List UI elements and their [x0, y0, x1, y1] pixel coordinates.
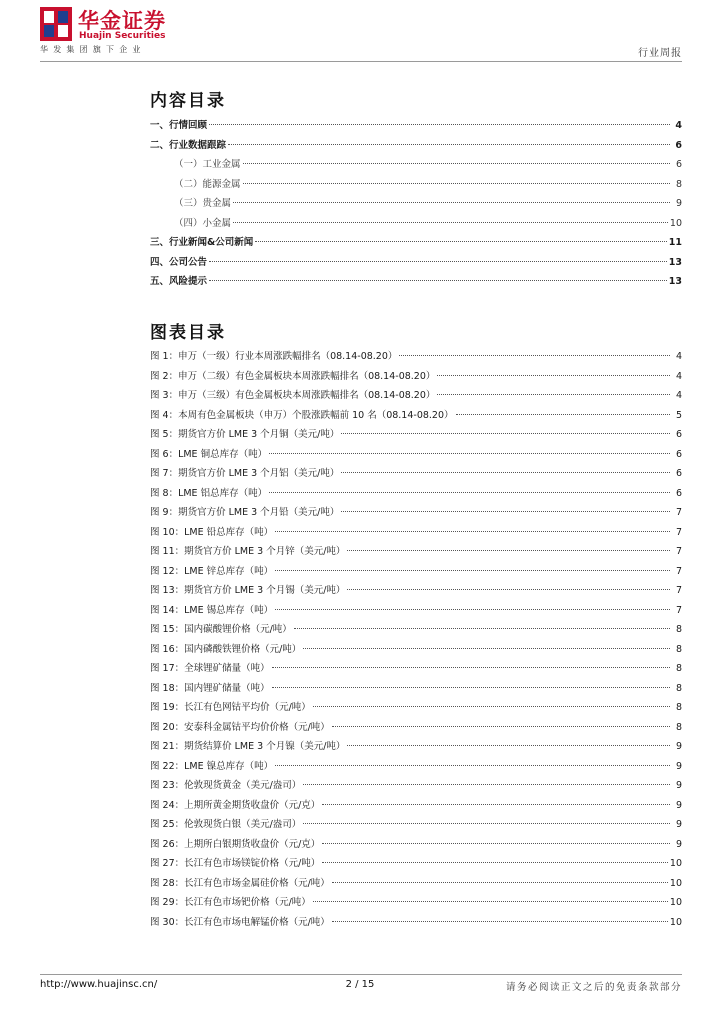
dot-leader — [322, 804, 670, 805]
figure-entry-label: 图 1：申万（一级）行业本周涨跌幅排名（08.14-08.20） — [150, 351, 398, 362]
figure-entry-page-number: 8 — [675, 663, 682, 674]
figure-entry-label: 图 25：伦敦现货白银（美元/盎司） — [150, 819, 302, 830]
figure-entry-label: 图 22：LME 镍总库存（吨） — [150, 760, 274, 772]
figure-entry[interactable] — [150, 738, 682, 758]
figure-entry-page-number: 4 — [675, 370, 682, 382]
figure-entry-page-number: 5 — [675, 409, 682, 421]
figure-entry[interactable] — [150, 582, 682, 602]
figure-entry-label: 图 5：期货官方价 LME 3 个月铜（美元/吨） — [150, 429, 340, 440]
figure-entry[interactable] — [150, 621, 682, 641]
dot-leader — [269, 492, 670, 493]
figure-entry[interactable] — [150, 816, 682, 836]
figure-entry-label: 图 23：伦敦现货黄金（美元/盎司） — [150, 780, 302, 791]
dot-leader — [243, 163, 670, 164]
figure-entry-label: 图 13：期货官方价 LME 3 个月锡（美元/吨） — [150, 585, 346, 596]
dot-leader — [243, 183, 670, 184]
dot-leader — [272, 667, 670, 668]
logo-chinese-name: 华金证券 — [78, 9, 166, 33]
figure-entry-page-number: 8 — [675, 721, 682, 733]
huajin-logo-icon — [40, 7, 72, 41]
figure-entry-page-number: 7 — [675, 507, 682, 518]
figure-entry-label: 图 28：长江有色市场金属硅价格（元/吨） — [150, 877, 330, 889]
figure-entry-label: 图 29：长江有色市场钯价格（元/吨） — [150, 897, 311, 908]
figure-entry[interactable] — [150, 465, 682, 485]
figure-entry-label: 图 12：LME 锌总库存（吨） — [150, 565, 274, 577]
toc-entry[interactable] — [150, 137, 682, 157]
toc-entry-page-number: 6 — [675, 159, 682, 170]
dot-leader — [303, 648, 670, 649]
figure-entry-page-number: 8 — [675, 702, 682, 713]
toc-entry-page-number: 6 — [675, 139, 682, 151]
footer-divider — [40, 974, 682, 975]
report-type-label: 行业周报 — [638, 48, 682, 59]
toc-title: 内容目录 — [150, 91, 226, 111]
toc-entry-page-number: 13 — [668, 276, 682, 287]
toc-entry-page-number: 11 — [668, 237, 682, 248]
toc-entry[interactable] — [150, 234, 682, 254]
header-divider — [40, 61, 682, 62]
toc-entry[interactable] — [150, 254, 682, 274]
figure-entry-label: 图 24：上期所黄金期货收盘价（元/克） — [150, 799, 321, 811]
figure-entry-page-number: 8 — [675, 682, 682, 694]
toc-entry-label: （一）工业金属 — [174, 159, 241, 170]
dot-leader — [255, 241, 666, 242]
figure-list-title: 图表目录 — [150, 323, 226, 343]
toc-entry-label: 二、行业数据跟踪 — [150, 139, 227, 151]
toc-entry-label: 五、风险提示 — [150, 276, 208, 287]
figure-entry-label: 图 14：LME 锡总库存（吨） — [150, 604, 274, 616]
toc-entry-label: （四）小金属 — [174, 217, 232, 229]
toc-entry[interactable] — [150, 273, 682, 293]
footer-disclaimer: 请务必阅读正文之后的免责条款部分 — [505, 982, 682, 993]
figure-list — [150, 348, 682, 933]
figure-entry[interactable] — [150, 641, 682, 661]
dot-leader — [341, 472, 670, 473]
dot-leader — [233, 222, 668, 223]
figure-entry[interactable] — [150, 777, 682, 797]
dot-leader — [294, 628, 670, 629]
page-number: 2 / 15 — [345, 979, 375, 990]
footer-website-link[interactable]: http://www.huajinsc.cn/ — [40, 979, 158, 990]
toc-entry[interactable] — [150, 195, 682, 215]
dot-leader — [341, 433, 670, 434]
figure-entry[interactable] — [150, 758, 682, 778]
figure-entry-label: 图 26：上期所白银期货收盘价（元/克） — [150, 838, 321, 850]
figure-entry-page-number: 7 — [675, 565, 682, 577]
figure-entry[interactable] — [150, 387, 682, 407]
figure-entry-label: 图 4：本周有色金属板块（申万）个股涨跌幅前 10 名（08.14-08.20） — [150, 409, 454, 421]
dot-leader — [275, 765, 670, 766]
dot-leader — [341, 511, 670, 512]
dot-leader — [456, 414, 670, 415]
figure-entry[interactable] — [150, 563, 682, 583]
figure-entry-page-number: 6 — [675, 487, 682, 499]
figure-entry-label: 图 8：LME 铝总库存（吨） — [150, 487, 268, 499]
figure-entry-page-number: 9 — [675, 741, 682, 752]
figure-entry[interactable] — [150, 875, 682, 895]
company-logo — [40, 7, 170, 43]
figure-entry-page-number: 10 — [669, 916, 682, 928]
dot-leader — [347, 589, 670, 590]
toc-entry[interactable] — [150, 176, 682, 196]
figure-entry-page-number: 10 — [669, 858, 682, 869]
dot-leader — [347, 745, 670, 746]
dot-leader — [322, 843, 670, 844]
figure-entry-page-number: 9 — [675, 760, 682, 772]
figure-entry-label: 图 3：申万（三级）有色金属板块本周涨跌幅排名（08.14-08.20） — [150, 390, 436, 401]
dot-leader — [209, 124, 670, 125]
dot-leader — [275, 570, 670, 571]
figure-entry-page-number: 10 — [669, 897, 682, 908]
toc-entry-page-number: 13 — [668, 256, 682, 268]
figure-entry-label: 图 19：长江有色网钴平均价（元/吨） — [150, 702, 311, 713]
figure-entry-label: 图 30：长江有色市场电解锰价格（元/吨） — [150, 916, 330, 928]
toc-list — [150, 117, 682, 293]
dot-leader — [347, 550, 670, 551]
figure-entry[interactable] — [150, 699, 682, 719]
figure-entry-label: 图 21：期货结算价 LME 3 个月镍（美元/吨） — [150, 741, 346, 752]
dot-leader — [313, 706, 670, 707]
toc-entry-page-number: 4 — [675, 120, 682, 131]
dot-leader — [437, 375, 670, 376]
logo-english-name: Huajin Securities — [79, 31, 166, 41]
figure-entry-page-number: 7 — [675, 526, 682, 538]
toc-entry-label: （二）能源金属 — [174, 178, 241, 190]
page-header — [0, 0, 724, 70]
figure-entry[interactable] — [150, 914, 682, 934]
toc-entry-page-number: 8 — [675, 178, 682, 190]
figure-entry-page-number: 7 — [675, 546, 682, 557]
figure-entry-label: 图 2：申万（二级）有色金属板块本周涨跌幅排名（08.14-08.20） — [150, 370, 436, 382]
figure-entry-page-number: 6 — [675, 468, 682, 479]
dot-leader — [332, 726, 670, 727]
dot-leader — [303, 784, 670, 785]
figure-entry[interactable] — [150, 894, 682, 914]
toc-entry[interactable] — [150, 156, 682, 176]
toc-entry-label: 一、行情回顾 — [150, 120, 208, 131]
figure-entry[interactable] — [150, 524, 682, 544]
toc-entry-page-number: 10 — [669, 217, 682, 229]
figure-entry-label: 图 9：期货官方价 LME 3 个月铅（美元/吨） — [150, 507, 340, 518]
figure-entry-label: 图 10：LME 铅总库存（吨） — [150, 526, 274, 538]
figure-entry-page-number: 6 — [675, 448, 682, 460]
dot-leader — [399, 355, 670, 356]
dot-leader — [313, 901, 668, 902]
figure-entry[interactable] — [150, 797, 682, 817]
figure-entry[interactable] — [150, 543, 682, 563]
figure-entry-label: 图 17：全球锂矿储量（吨） — [150, 663, 270, 674]
figure-entry-page-number: 9 — [675, 819, 682, 830]
figure-entry[interactable] — [150, 602, 682, 622]
figure-entry[interactable] — [150, 855, 682, 875]
figure-entry-page-number: 4 — [675, 351, 682, 362]
toc-entry[interactable] — [150, 117, 682, 137]
figure-entry-label: 图 15：国内碳酸锂价格（元/吨） — [150, 624, 292, 635]
figure-entry[interactable] — [150, 719, 682, 739]
toc-entry-label: （三）贵金属 — [174, 198, 232, 209]
figure-entry-page-number: 9 — [675, 799, 682, 811]
dot-leader — [269, 453, 670, 454]
figure-entry-page-number: 9 — [675, 780, 682, 791]
figure-entry-label: 图 18：国内锂矿储量（吨） — [150, 682, 270, 694]
figure-entry[interactable] — [150, 348, 682, 368]
figure-entry-page-number: 4 — [675, 390, 682, 401]
figure-entry-page-number: 7 — [675, 585, 682, 596]
figure-entry-label: 图 20：安泰科金属钴平均价价格（元/吨） — [150, 721, 330, 733]
figure-entry[interactable] — [150, 368, 682, 388]
dot-leader — [303, 823, 670, 824]
figure-entry[interactable] — [150, 446, 682, 466]
toc-entry-page-number: 9 — [675, 198, 682, 209]
figure-entry-page-number: 8 — [675, 624, 682, 635]
figure-entry-label: 图 6：LME 铜总库存（吨） — [150, 448, 268, 460]
dot-leader — [275, 531, 670, 532]
figure-entry-page-number: 8 — [675, 643, 682, 655]
figure-entry-label: 图 16：国内磷酸铁锂价格（元/吨） — [150, 643, 302, 655]
figure-entry[interactable] — [150, 680, 682, 700]
figure-entry[interactable] — [150, 504, 682, 524]
dot-leader — [209, 280, 667, 281]
dot-leader — [332, 882, 668, 883]
dot-leader — [437, 394, 670, 395]
toc-entry-label: 四、公司公告 — [150, 256, 208, 268]
figure-entry-label: 图 11：期货官方价 LME 3 个月锌（美元/吨） — [150, 546, 346, 557]
figure-entry[interactable] — [150, 485, 682, 505]
figure-entry-label: 图 7：期货官方价 LME 3 个月铝（美元/吨） — [150, 468, 340, 479]
dot-leader — [322, 862, 668, 863]
dot-leader — [228, 144, 670, 145]
figure-entry-page-number: 7 — [675, 604, 682, 616]
figure-entry[interactable] — [150, 426, 682, 446]
toc-entry[interactable] — [150, 215, 682, 235]
dot-leader — [332, 921, 668, 922]
figure-entry[interactable] — [150, 407, 682, 427]
figure-entry-page-number: 9 — [675, 838, 682, 850]
figure-entry-page-number: 10 — [669, 877, 682, 889]
figure-entry-label: 图 27：长江有色市场镁锭价格（元/吨） — [150, 858, 321, 869]
dot-leader — [209, 261, 667, 262]
dot-leader — [272, 687, 670, 688]
figure-entry[interactable] — [150, 836, 682, 856]
dot-leader — [233, 202, 670, 203]
dot-leader — [275, 609, 670, 610]
figure-entry-page-number: 6 — [675, 429, 682, 440]
figure-entry[interactable] — [150, 660, 682, 680]
toc-entry-label: 三、行业新闻&公司新闻 — [150, 237, 254, 248]
company-tagline: 华发集团旗下企业 — [40, 45, 146, 54]
